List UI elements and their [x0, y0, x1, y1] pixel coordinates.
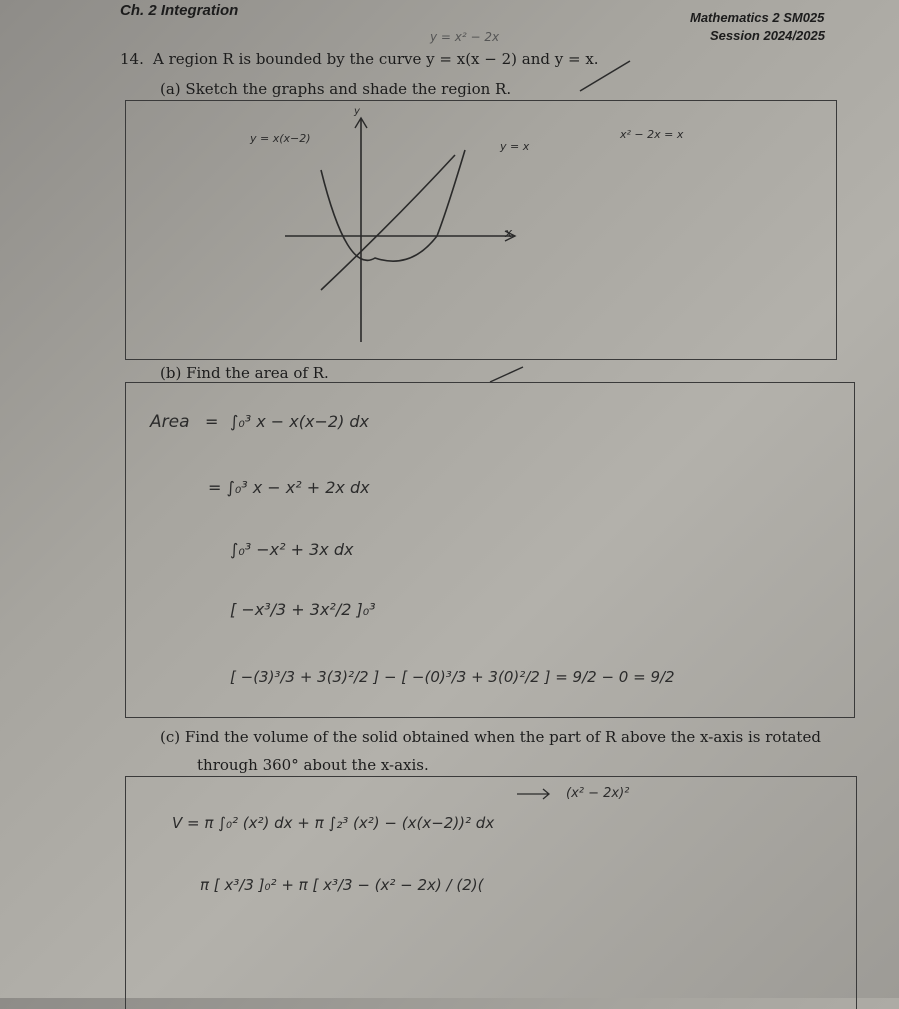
side-note: x² − 2x = x: [620, 128, 684, 141]
area-line-4: [ −x³/3 + 3x²/2 ]₀³: [230, 600, 376, 619]
session-label: Session 2024/2025: [710, 28, 825, 43]
area-line-5: [ −(3)³/3 + 3(3)²/2 ] − [ −(0)³/3 + 3(0)²/2 ] = 9/2 − 0 = 9/2: [230, 668, 675, 686]
area-line-2: = ∫₀³ x − x² + 2x dx: [208, 478, 370, 497]
y-axis-label: y: [354, 106, 360, 117]
question-stem: A region R is bounded by the curve y = x(x − 2) and y = x.: [153, 50, 599, 68]
curve-label: y = x(x−2): [250, 132, 311, 145]
volume-note: (x² − 2x)²: [566, 786, 630, 801]
margin-note: y = x² − 2x: [430, 30, 500, 44]
part-a-label: (a) Sketch the graphs and shade the region R.: [160, 80, 512, 98]
line-label: y = x: [500, 140, 530, 153]
area-equals: =: [205, 412, 219, 431]
part-c-label-2: through 360° about the x-axis.: [197, 756, 429, 774]
line-y-equals-x: [321, 155, 455, 290]
pen-stroke: [575, 56, 635, 96]
question-number: 14.: [120, 50, 144, 68]
pen-tick: [487, 364, 527, 384]
area-line-3: ∫₀³ −x² + 3x dx: [230, 540, 354, 559]
sketch-graph: [125, 100, 835, 358]
area-label: Area: [150, 412, 190, 432]
subject-code: Mathematics 2 SM025: [690, 10, 825, 25]
x-axis-label: x: [505, 226, 513, 240]
chapter-title: Ch. 2 Integration: [120, 2, 239, 19]
part-b-label: (b) Find the area of R.: [160, 364, 329, 382]
part-c-label: (c) Find the volume of the solid obtained when the part of R above the x-axis is rotated: [160, 728, 821, 746]
area-line-1: ∫₀³ x − x(x−2) dx: [230, 412, 370, 431]
volume-line-2: π [ x³/3 ]₀² + π [ x³/3 − (x² − 2x) / (2)(: [200, 876, 484, 894]
pen-arrow: [515, 786, 555, 800]
volume-line-1: V = π ∫₀² (x²) dx + π ∫₂³ (x²) − (x(x−2))² dx: [172, 814, 495, 832]
